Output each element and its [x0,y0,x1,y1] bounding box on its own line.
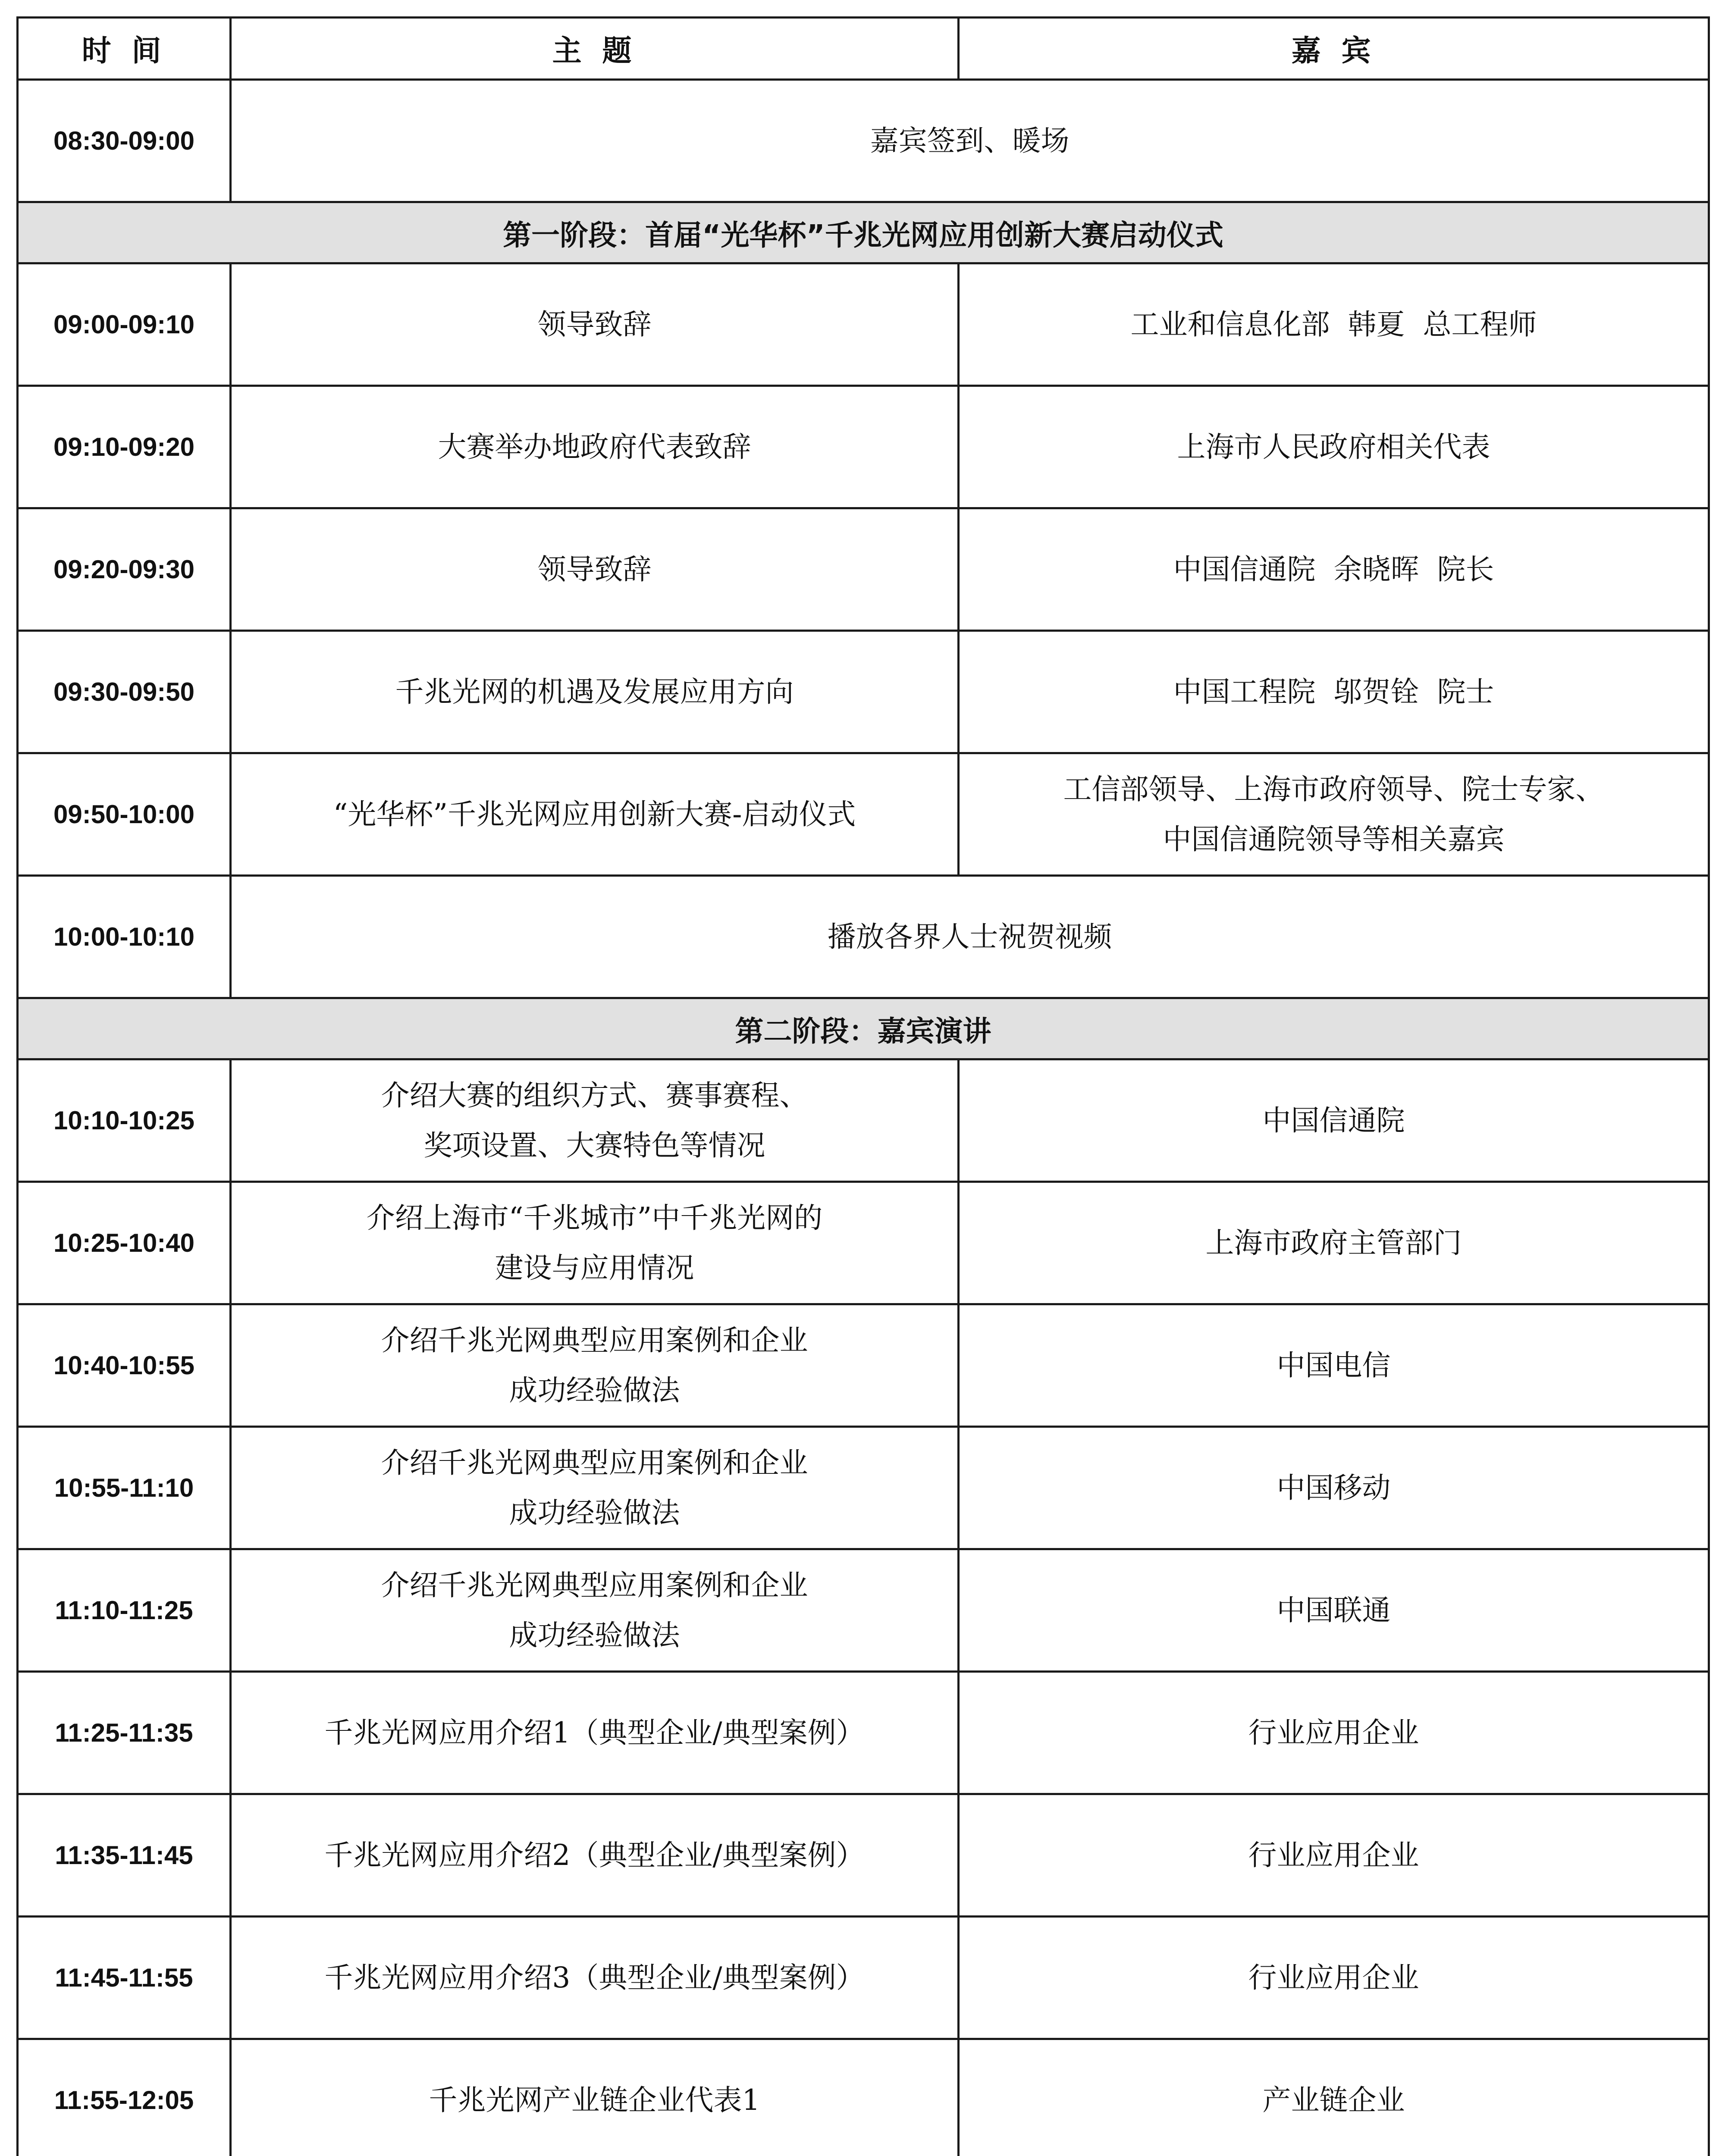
guest-line: 工信部领导、上海市政府领导、院士专家、 [1063,772,1604,806]
time-cell: 11:35-11:45 [18,1794,231,1917]
table-row [18,1549,1709,1672]
topic-cell: 千兆光网产业链企业代表1 [231,2039,959,2156]
topic-line: 成功经验做法 [509,1618,680,1652]
section-row [18,998,1709,1059]
guest-cell: 中国联通 [959,1549,1709,1672]
guest-cell: 行业应用企业 [959,1672,1709,1794]
guest-cell: 产业链企业 [959,2039,1709,2156]
time-cell: 10:10-10:25 [18,1059,231,1182]
topic-cell: 领导致辞 [231,508,959,631]
guest-cell: 上海市政府主管部门 [959,1182,1709,1304]
topic-cell: “光华杯”千兆光网应用创新大赛-启动仪式 [231,753,959,876]
topic-cell [231,1549,959,1672]
header-row [18,18,1709,80]
table-row [18,263,1709,386]
topic-line: 介绍上海市“千兆城市”中千兆光网的 [366,1201,823,1235]
topic-cell: 千兆光网应用介绍1（典型企业/典型案例） [231,1672,959,1794]
time-cell: 11:10-11:25 [18,1549,231,1672]
topic-line: 成功经验做法 [509,1496,680,1529]
time-cell: 10:00-10:10 [18,876,231,998]
guest-cell: 中国移动 [959,1427,1709,1549]
table-row [18,1672,1709,1794]
guest-cell: 中国电信 [959,1304,1709,1427]
table-row [18,80,1709,202]
guest-cell: 中国信通院 余晓晖 院长 [959,508,1709,631]
table-row [18,631,1709,753]
table-row [18,2039,1709,2156]
topic-line: 奖项设置、大赛特色等情况 [423,1128,765,1162]
time-cell: 09:30-09:50 [18,631,231,753]
topic-line: 建设与应用情况 [495,1251,694,1285]
table-row [18,386,1709,508]
guest-cell: 行业应用企业 [959,1917,1709,2039]
topic-line: 介绍千兆光网典型应用案例和企业 [381,1568,808,1602]
header-time: 时 间 [18,18,231,80]
table-row [18,1917,1709,2039]
merged-cell: 播放各界人士祝贺视频 [231,876,1709,998]
topic-cell [231,1182,959,1304]
guest-cell: 行业应用企业 [959,1794,1709,1917]
table-row [18,1427,1709,1549]
header-topic: 主 题 [231,18,959,80]
guest-cell: 中国工程院 邬贺铨 院士 [959,631,1709,753]
table-row [18,1059,1709,1182]
table-row [18,508,1709,631]
guest-cell: 上海市人民政府相关代表 [959,386,1709,508]
table-row [18,1794,1709,1917]
section-title: 第二阶段：嘉宾演讲 [18,998,1709,1059]
header-guest: 嘉 宾 [959,18,1709,80]
time-cell: 10:25-10:40 [18,1182,231,1304]
topic-cell [231,1427,959,1549]
time-cell: 09:10-09:20 [18,386,231,508]
time-cell: 09:00-09:10 [18,263,231,386]
schedule-table [16,16,1710,2156]
time-cell: 11:45-11:55 [18,1917,231,2039]
topic-cell: 千兆光网的机遇及发展应用方向 [231,631,959,753]
topic-cell: 领导致辞 [231,263,959,386]
guest-cell [959,753,1709,876]
guest-line: 中国信通院领导等相关嘉宾 [1163,822,1505,856]
table-row [18,876,1709,998]
guest-cell: 中国信通院 [959,1059,1709,1182]
time-cell: 11:25-11:35 [18,1672,231,1794]
topic-cell [231,1059,959,1182]
topic-cell: 千兆光网应用介绍2（典型企业/典型案例） [231,1794,959,1917]
topic-cell: 大赛举办地政府代表致辞 [231,386,959,508]
topic-cell: 千兆光网应用介绍3（典型企业/典型案例） [231,1917,959,2039]
time-cell: 09:20-09:30 [18,508,231,631]
guest-cell: 工业和信息化部 韩夏 总工程师 [959,263,1709,386]
time-cell: 10:55-11:10 [18,1427,231,1549]
topic-line: 成功经验做法 [509,1373,680,1407]
time-cell: 11:55-12:05 [18,2039,231,2156]
time-cell: 09:50-10:00 [18,753,231,876]
topic-cell [231,1304,959,1427]
table-row [18,1182,1709,1304]
time-cell: 10:40-10:55 [18,1304,231,1427]
merged-cell: 嘉宾签到、暖场 [231,80,1709,202]
section-title: 第一阶段：首届“光华杯”千兆光网应用创新大赛启动仪式 [18,202,1709,263]
time-cell: 08:30-09:00 [18,80,231,202]
table-row [18,753,1709,876]
topic-line: 介绍大赛的组织方式、赛事赛程、 [381,1078,808,1112]
topic-line: 介绍千兆光网典型应用案例和企业 [381,1323,808,1357]
table-row [18,1304,1709,1427]
topic-line: 介绍千兆光网典型应用案例和企业 [381,1446,808,1479]
section-row [18,202,1709,263]
